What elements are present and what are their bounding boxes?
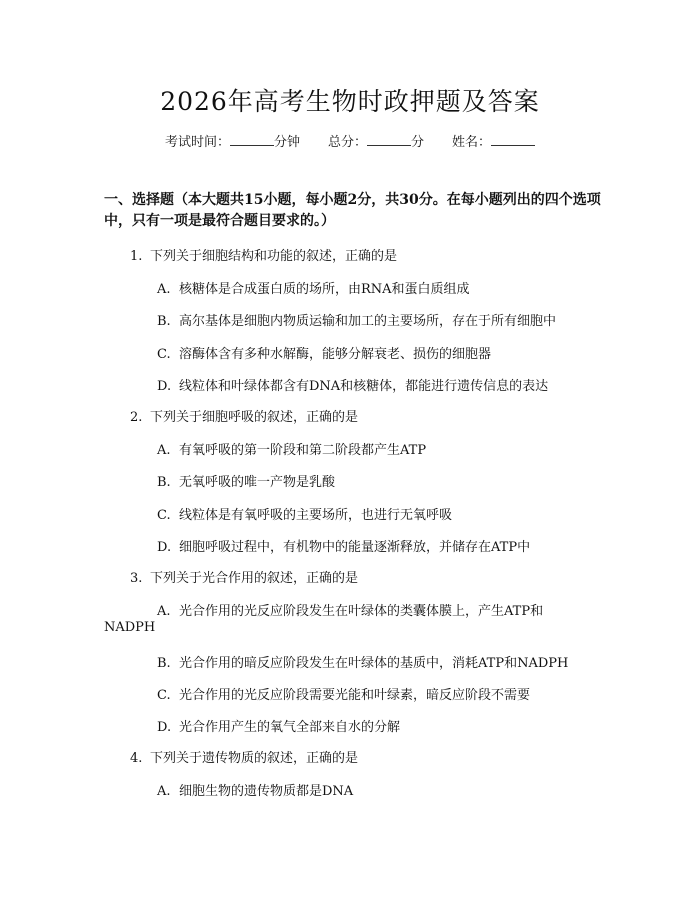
option-letter: C. (157, 508, 171, 523)
option-text: 核糖体是合成蛋白质的场所，由RNA和蛋白质组成 (179, 282, 470, 297)
option-text: 无氧呼吸的唯一产物是乳酸 (179, 475, 336, 490)
option-text: 高尔基体是细胞内物质运输和加工的主要场所，存在于所有细胞中 (179, 314, 557, 329)
q3-option-d[interactable] (157, 716, 400, 735)
time-label: 考试时间： (164, 135, 230, 150)
question-4 (130, 747, 358, 766)
exam-info-line (0, 131, 700, 150)
question-number: 3. (130, 571, 143, 586)
option-text: 光合作用产生的氧气全部来自水的分解 (179, 720, 401, 735)
name-label: 姓名： (452, 135, 492, 150)
option-text: 细胞生物的遗传物质都是DNA (179, 784, 354, 799)
option-letter: D. (157, 540, 172, 555)
option-letter: A. (157, 784, 171, 799)
option-letter: A. (157, 604, 171, 619)
option-letter: B. (157, 314, 171, 329)
page-title: 2026年高考生物时政押题及答案 (160, 87, 540, 116)
option-letter: B. (157, 656, 171, 671)
time-blank[interactable] (230, 133, 274, 146)
q1-option-b[interactable] (157, 310, 556, 329)
option-letter: A. (157, 443, 171, 458)
option-letter: D. (157, 720, 172, 735)
question-number: 1. (130, 249, 143, 264)
option-letter: C. (157, 347, 171, 362)
question-3 (130, 567, 358, 586)
score-label: 总分： (327, 135, 367, 150)
time-unit: 分钟 (273, 135, 300, 150)
option-text: 细胞呼吸过程中，有机物中的能量逐渐释放，并储存在ATP中 (179, 540, 531, 555)
q1-option-c[interactable] (157, 343, 491, 362)
option-text: 线粒体是有氧呼吸的主要场所，也进行无氧呼吸 (179, 508, 453, 523)
name-blank[interactable] (491, 133, 535, 146)
question-stem: 下列关于遗传物质的叙述，正确的是 (150, 751, 359, 766)
q1-option-d[interactable] (157, 375, 548, 394)
q2-option-c[interactable] (157, 504, 452, 523)
option-text: 光合作用的光反应阶段发生在叶绿体的类囊体膜上，产生ATP和 (179, 604, 544, 619)
option-text: 有氧呼吸的第一阶段和第二阶段都产生ATP (179, 443, 427, 458)
option-text: 光合作用的光反应阶段需要光能和叶绿素，暗反应阶段不需要 (179, 688, 531, 703)
question-stem: 下列关于细胞结构和功能的叙述，正确的是 (150, 249, 398, 264)
q2-option-a[interactable] (157, 439, 426, 458)
question-number: 2. (130, 410, 143, 425)
score-blank[interactable] (367, 133, 411, 146)
question-stem: 下列关于光合作用的叙述，正确的是 (150, 571, 359, 586)
q1-option-a[interactable] (157, 278, 470, 297)
q2-option-d[interactable] (157, 536, 530, 555)
q3-option-a-continuation: NADPH (104, 620, 156, 635)
option-letter: A. (157, 282, 171, 297)
option-letter: D. (157, 379, 172, 394)
question-2 (130, 406, 358, 425)
q3-option-c[interactable] (157, 684, 530, 703)
q4-option-a[interactable] (157, 780, 353, 799)
score-unit: 分 (411, 135, 425, 150)
option-text: 溶酶体含有多种水解酶，能够分解衰老、损伤的细胞器 (179, 347, 492, 362)
q2-option-b[interactable] (157, 471, 335, 490)
q3-option-a[interactable] (157, 600, 543, 619)
question-number: 4. (130, 751, 143, 766)
option-letter: B. (157, 475, 171, 490)
option-text: 光合作用的暗反应阶段发生在叶绿体的基质中，消耗ATP和NADPH (179, 656, 569, 671)
q3-option-b[interactable] (157, 652, 568, 671)
question-stem: 下列关于细胞呼吸的叙述，正确的是 (150, 410, 359, 425)
question-1 (130, 245, 397, 264)
section-heading: 一、选择题（本大题共15小题，每小题2分，共30分。在每小题列出的四个选项中，只有一项是最符合题目要求的。） (104, 192, 601, 229)
option-letter: C. (157, 688, 171, 703)
option-text: 线粒体和叶绿体都含有DNA和核糖体，都能进行遗传信息的表达 (179, 379, 549, 394)
